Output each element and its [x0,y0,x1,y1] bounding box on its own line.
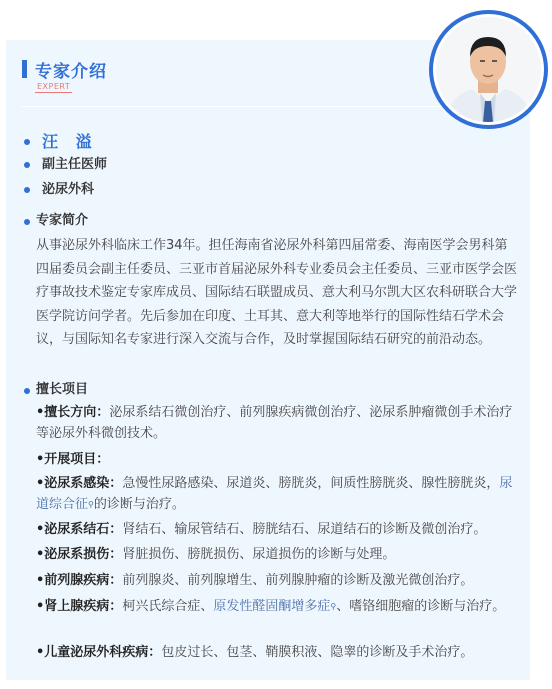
bullet-dot [24,187,30,193]
item-text: 的诊断与治疗。 [93,497,185,512]
bullet-dot [24,219,30,225]
direction-label: •擅长方向： [36,405,110,420]
specialty-direction [36,402,520,444]
doctor-portrait-icon [436,17,541,122]
doctor-photo [433,14,544,125]
search-icon[interactable]: ⚲ [330,602,337,611]
projects-label-text: •开展项目： [36,452,110,467]
bullet-dot [24,388,30,394]
list-item [36,642,520,663]
doctor-name: 汪 溢 [42,132,98,151]
item-text: 包皮过长、包茎、鞘膜积液、隐睾的诊断及手术治疗。 [161,645,474,660]
search-icon[interactable]: ⚲ [88,500,94,509]
specialty-heading: 擅长项目 [36,382,89,397]
list-item [36,570,520,591]
list-item [36,544,520,565]
item-text: 急慢性尿路感染、尿道炎、膀胱炎，间质性膀胱炎、腺性膀胱炎， [122,476,500,491]
item-text: 柯兴氏综合症、 [122,599,214,614]
section-title: 专家介绍 [35,62,107,82]
intro-text: 从事泌尿外科临床工作34年。担任海南省泌尿外科第四届常委、海南医学会男科第四届委员会副主任委员、三亚市首届泌尿外科专业委员会主任委员、三亚市医学会医疗事故技术鉴定专家库成员、国际结石联盟成员、意大利马尔凯大区农科研联合大学医学院访问学者。先后参加在印度、土耳其、意大利等地举行的国际性结石学术会议，与国际知名专家进行深入交流与合作，及时掌握国际结石研究的前沿动态。 [36,238,518,347]
item-text: 、嗜铬细胞瘤的诊断与治疗。 [336,599,506,614]
item-label: •泌尿系感染： [36,476,123,491]
doctor-department: 泌尿外科 [42,182,95,197]
term-link[interactable]: 尿道综合征 [36,476,513,512]
projects-label [36,449,520,470]
item-label: •前列腺疾病： [36,573,123,588]
doctor-title: 副主任医师 [42,157,108,172]
intro-heading: 专家简介 [36,213,89,228]
bullet-dot [24,162,30,168]
item-label: •肾上腺疾病： [36,599,123,614]
term-link[interactable]: 原发性醛固酮增多症 [213,599,331,614]
list-item [36,596,520,617]
header-accent-bar [22,60,27,78]
avatar [429,10,548,129]
list-item [36,473,520,515]
bullet-dot [24,139,30,145]
item-label: •泌尿系结石： [36,522,123,537]
item-text: 肾脏损伤、膀胱损伤、尿道损伤的诊断与处理。 [122,547,396,562]
list-item [36,519,520,540]
direction-text: 泌尿系结石微创治疗、前列腺疾病微创治疗、泌尿系肿瘤微创手术治疗等泌尿外科微创技术。 [36,405,513,441]
section-subtitle-en: EXPERT [37,82,71,91]
item-label: •泌尿系损伤： [36,547,123,562]
item-text: 肾结石、输尿管结石、膀胱结石、尿道结石的诊断及微创治疗。 [122,522,487,537]
item-text: 前列腺炎、前列腺增生、前列腺肿瘤的诊断及激光微创治疗。 [122,573,474,588]
item-label: •儿童泌尿外科疾病： [36,645,162,660]
